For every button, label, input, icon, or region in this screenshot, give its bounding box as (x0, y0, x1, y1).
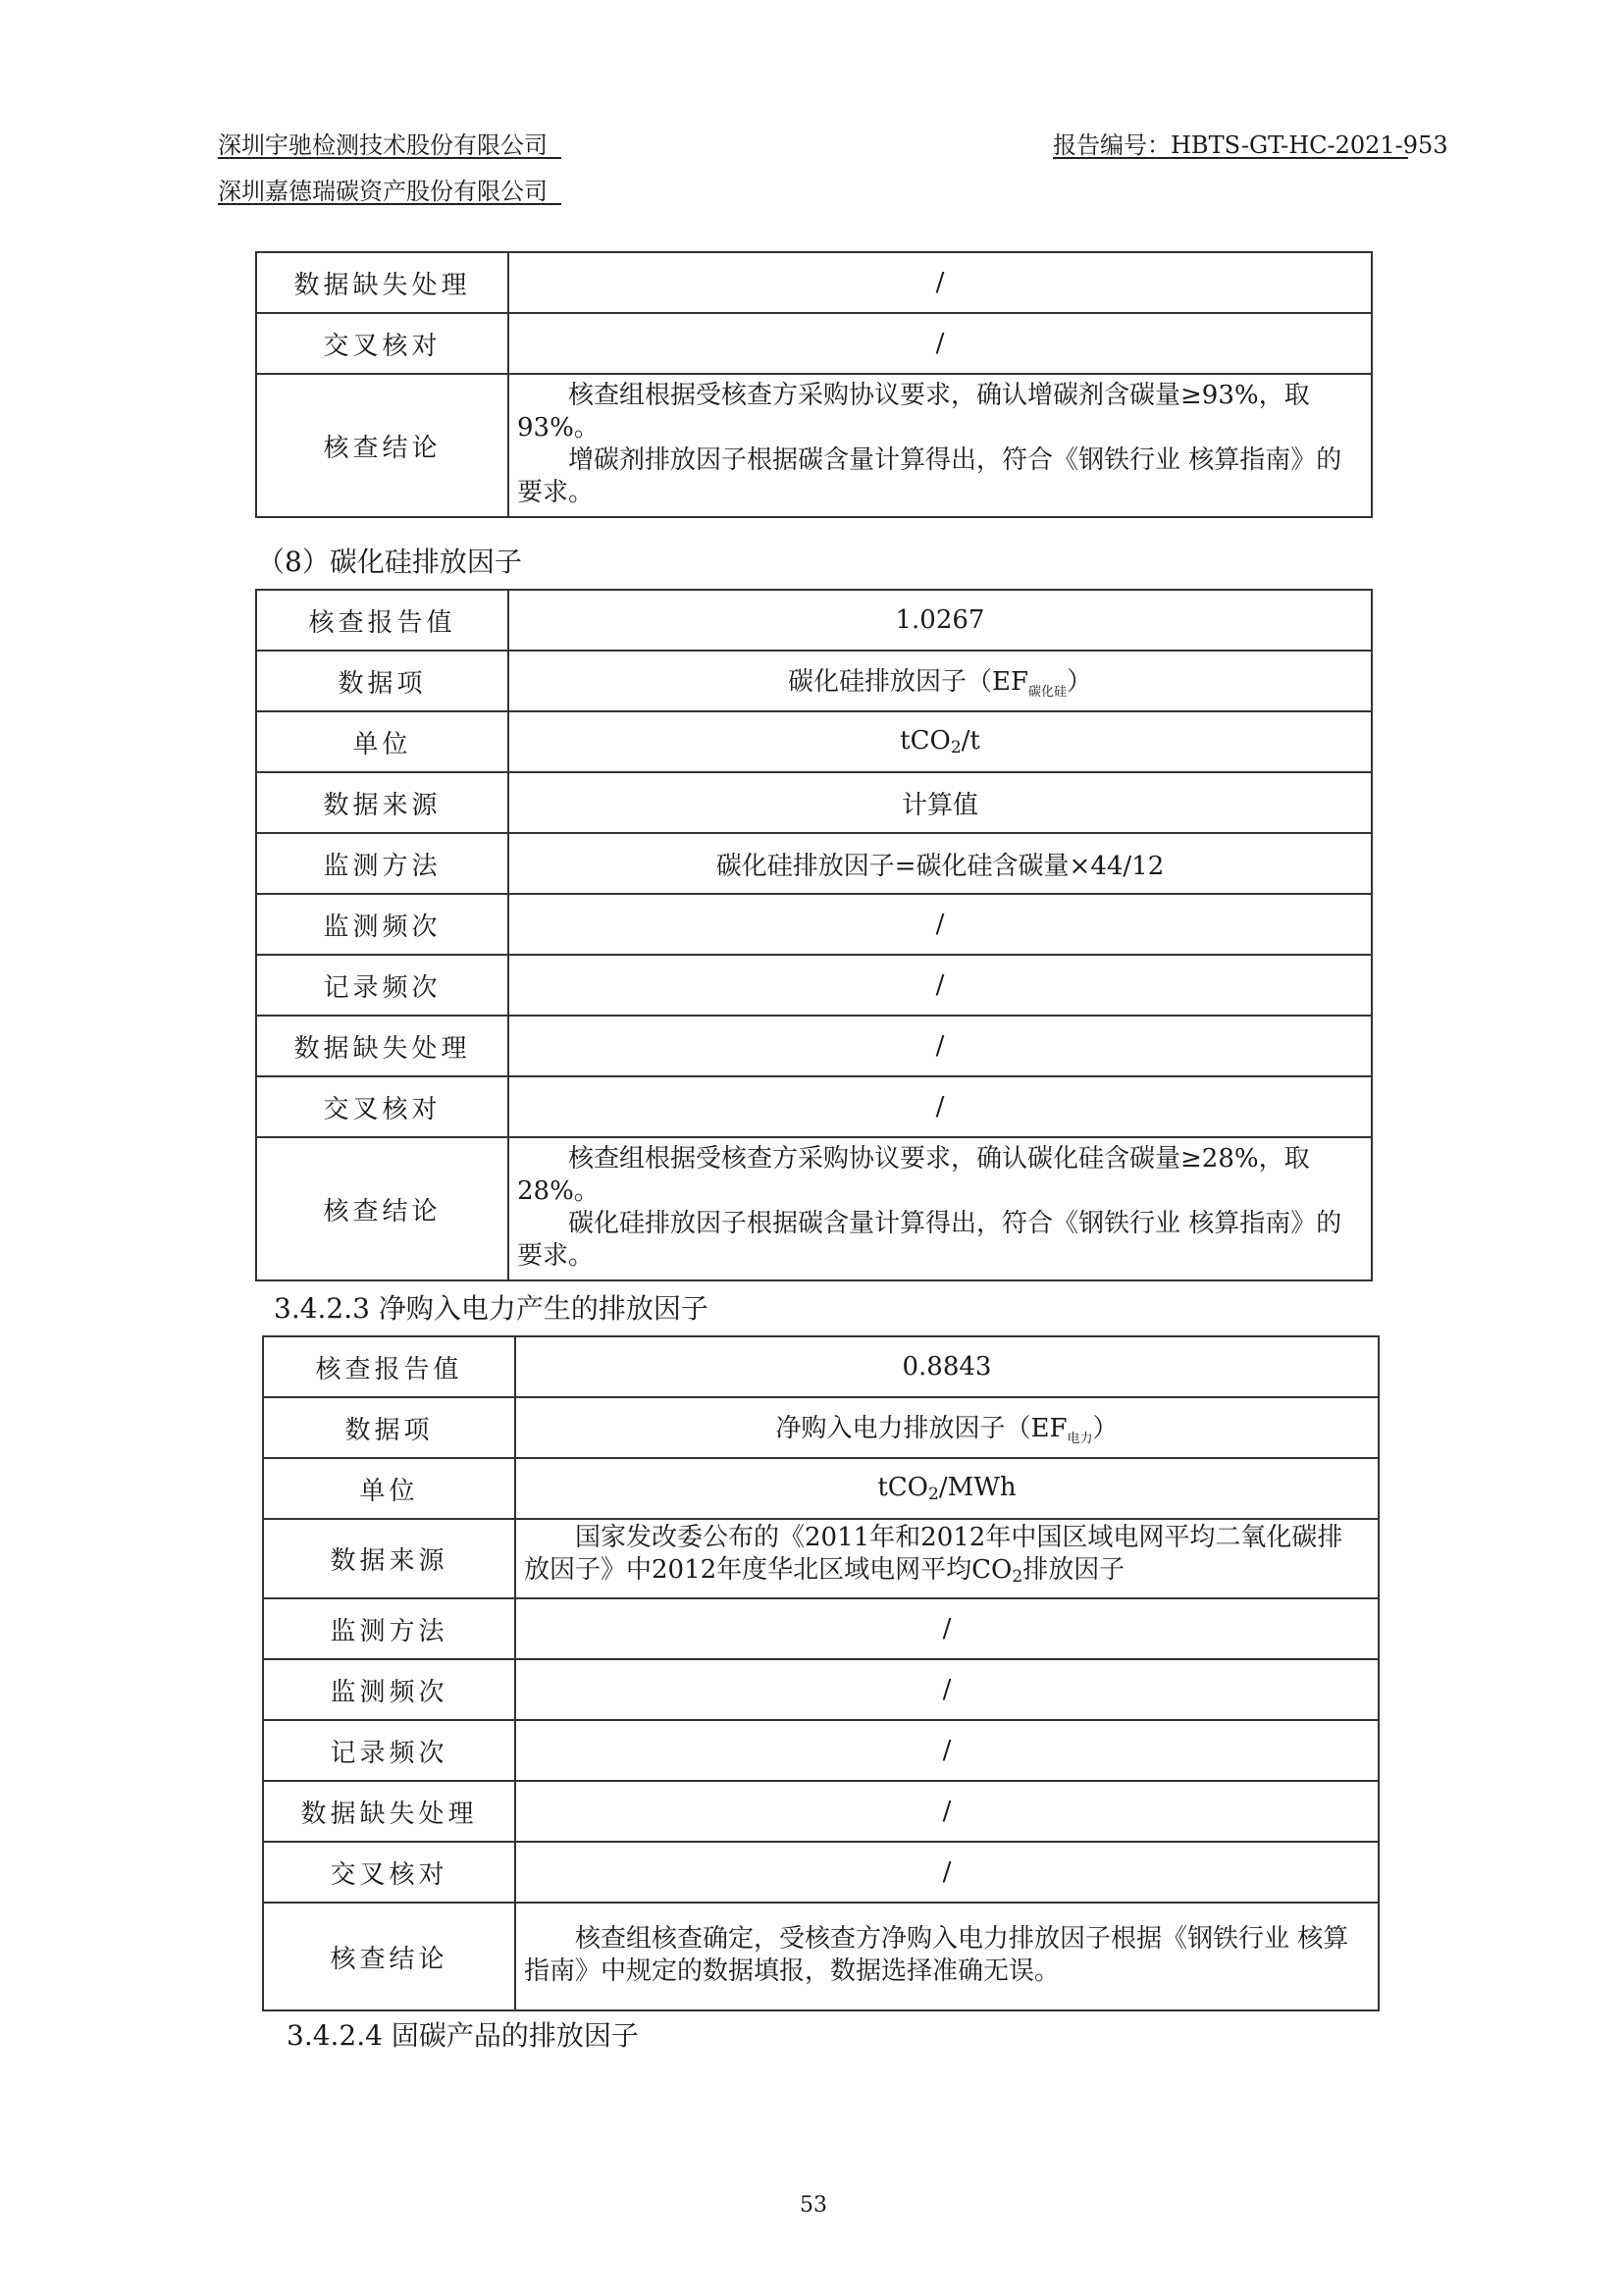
cell-value: / (515, 1781, 1379, 1842)
cell-value: / (515, 1598, 1379, 1659)
cell-label: 核查报告值 (256, 590, 508, 651)
cell-value: 碳化硅排放因子$(EF_{碳化硅})$ (508, 651, 1372, 711)
cell-label: 监测频次 (256, 894, 508, 955)
conclusion-paragraph: 增碳剂排放因子根据碳含量计算得出，符合《钢铁行业 核算指南》的要求。 (517, 445, 1342, 507)
table-row (256, 955, 1372, 1016)
section-heading-net-purchased-electricity: 3.4.2.3 净购入电力产生的排放因子 (274, 1292, 708, 1325)
conclusion-paragraph: 核查组核查确定，受核查方净购入电力排放因子根据《钢铁行业 核算指南》中规定的数据填报，数据选择准确无误。 (524, 1924, 1349, 1986)
cell-label: 监测方法 (256, 833, 508, 894)
cell-label: 数据项 (256, 651, 508, 711)
table-row (263, 1781, 1379, 1842)
conclusion-paragraph: 核查组根据受核查方采购协议要求，确认碳化硅含碳量≥28%，取28%。 (517, 1144, 1310, 1206)
table-net-purchased-electricity (262, 1335, 1380, 2011)
cell-value: / (508, 955, 1372, 1016)
cell-label: 数据缺失处理 (256, 1016, 508, 1076)
cell-value: 净购入电力排放因子$(EF_{电力})$ (515, 1397, 1379, 1458)
cell-label: 交叉核对 (256, 1076, 508, 1137)
cell-value: / (508, 252, 1372, 313)
cell-value: 国家发改委公布的《2011年和2012年中国区域电网平均二氧化碳排放因子》中2012年度华北区域电网平均$CO_2$排放因子 (515, 1519, 1379, 1598)
cell-value: 1.0267 (508, 590, 1372, 651)
table-row (256, 1137, 1372, 1280)
table-row (263, 1397, 1379, 1458)
company-name-1: 深圳宇驰检测技术股份有限公司 (218, 131, 548, 159)
conclusion-paragraph: 碳化硅排放因子根据碳含量计算得出，符合《钢铁行业 核算指南》的要求。 (517, 1209, 1342, 1271)
header-underline-right (1053, 157, 1408, 159)
conclusion-text (515, 1903, 1379, 2010)
cell-value: 碳化硅排放因子=碳化硅含碳量×44/12 (508, 833, 1372, 894)
table-row (263, 1458, 1379, 1519)
cell-label: 数据缺失处理 (263, 1781, 515, 1842)
table-row (256, 252, 1372, 313)
cell-value: / (508, 313, 1372, 374)
cell-label: 交叉核对 (256, 313, 508, 374)
conclusion-text (508, 374, 1372, 517)
cell-label: 记录频次 (256, 955, 508, 1016)
table-row (263, 1720, 1379, 1781)
table-row (263, 1903, 1379, 2010)
cell-value: / (508, 1076, 1372, 1137)
cell-value: / (515, 1720, 1379, 1781)
table-row (256, 1016, 1372, 1076)
cell-label: 单位 (263, 1458, 515, 1519)
cell-value: 0.8843 (515, 1336, 1379, 1397)
cell-label: 记录频次 (263, 1720, 515, 1781)
conclusion-label: 核查结论 (263, 1903, 515, 2010)
table-row (256, 711, 1372, 772)
cell-label: 单位 (256, 711, 508, 772)
section-heading-carbon-fixing-products: 3.4.2.4 固碳产品的排放因子 (287, 2019, 639, 2052)
table-row (256, 833, 1372, 894)
table-carburant-tail (255, 251, 1373, 518)
cell-value: / (508, 1016, 1372, 1076)
table-row (263, 1336, 1379, 1397)
header-underline-left (218, 157, 561, 159)
conclusion-paragraph: 核查组根据受核查方采购协议要求，确认增碳剂含碳量≥93%，取93%。 (517, 381, 1310, 443)
header-underline-company-2 (218, 203, 561, 205)
cell-value: tCO$_2$/t (508, 711, 1372, 772)
cell-value: / (515, 1659, 1379, 1720)
table-row (263, 1659, 1379, 1720)
report-number: 报告编号：HBTS-GT-HC-2021-953 (1053, 131, 1448, 159)
cell-value: tCO$_2$/MWh (515, 1458, 1379, 1519)
table-row (256, 313, 1372, 374)
table-row (256, 1076, 1372, 1137)
cell-label: 监测频次 (263, 1659, 515, 1720)
cell-value: / (508, 894, 1372, 955)
table-row (256, 374, 1372, 517)
conclusion-label: 核查结论 (256, 1137, 508, 1280)
table-row (256, 894, 1372, 955)
cell-label: 数据来源 (256, 772, 508, 833)
table-row (256, 772, 1372, 833)
table-row (263, 1519, 1379, 1598)
cell-value: 计算值 (508, 772, 1372, 833)
table-row (263, 1842, 1379, 1903)
cell-label: 监测方法 (263, 1598, 515, 1659)
table-row (256, 590, 1372, 651)
section-heading-silicon-carbide: （8）碳化硅排放因子 (257, 546, 522, 578)
company-name-2: 深圳嘉德瑞碳资产股份有限公司 (218, 178, 548, 205)
cell-label: 交叉核对 (263, 1842, 515, 1903)
cell-label: 数据来源 (263, 1519, 515, 1598)
cell-label: 数据项 (263, 1397, 515, 1458)
conclusion-label: 核查结论 (256, 374, 508, 517)
page-number: 53 (800, 2193, 827, 2218)
cell-label: 数据缺失处理 (256, 252, 508, 313)
cell-label: 核查报告值 (263, 1336, 515, 1397)
table-row (263, 1598, 1379, 1659)
table-row (256, 651, 1372, 711)
conclusion-text (508, 1137, 1372, 1280)
table-silicon-carbide (255, 589, 1373, 1281)
cell-value: / (515, 1842, 1379, 1903)
